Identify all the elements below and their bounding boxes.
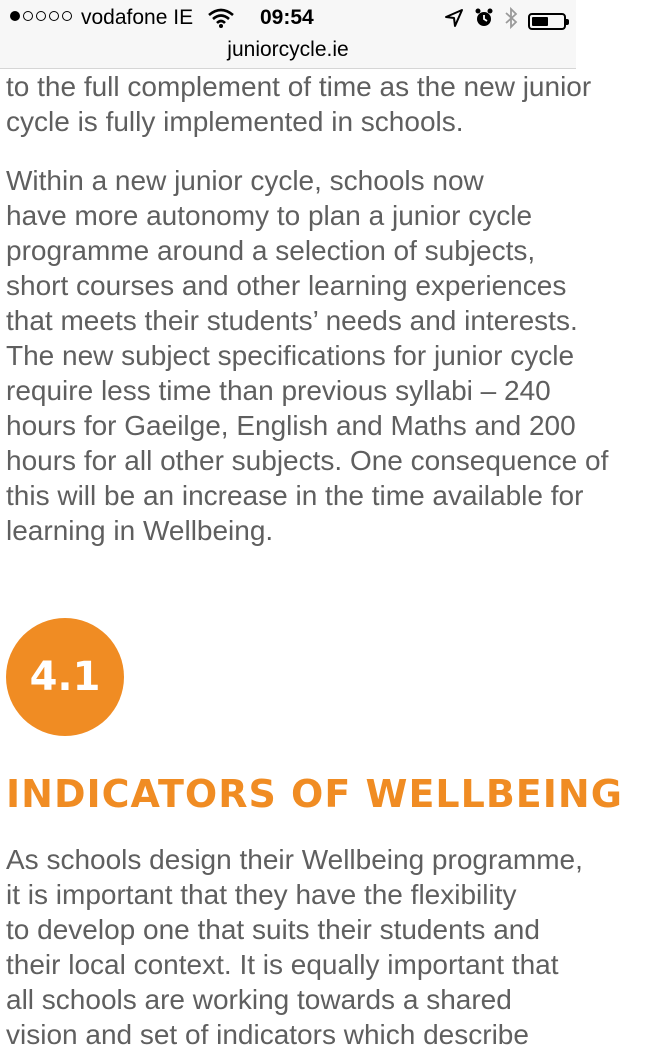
paragraph-intro bbox=[6, 69, 646, 139]
text-line: short courses and other learning experiences bbox=[6, 270, 567, 301]
bluetooth-icon bbox=[504, 7, 518, 35]
text-line: all schools are working towards a shared bbox=[6, 984, 512, 1015]
text-line: The new subject specifications for junior cycle bbox=[6, 340, 575, 371]
page-content bbox=[0, 69, 623, 1050]
signal-dot bbox=[36, 11, 46, 21]
text-line: vision and set of indicators which describe bbox=[6, 1019, 529, 1050]
wifi-icon bbox=[208, 8, 234, 34]
alarm-icon bbox=[474, 8, 494, 34]
signal-strength-icon bbox=[10, 11, 72, 21]
battery-icon bbox=[528, 13, 566, 30]
section-number-badge bbox=[6, 618, 124, 736]
location-arrow-icon bbox=[444, 8, 464, 34]
section-title: INDICATORS OF WELLBEING bbox=[6, 772, 623, 816]
text-line: have more autonomy to plan a junior cycle bbox=[6, 200, 533, 231]
text-line: As schools design their Wellbeing programme, bbox=[6, 844, 583, 875]
text-line: hours for all other subjects. One consequence of bbox=[6, 445, 609, 476]
battery-level bbox=[532, 17, 548, 26]
text-line: programme around a selection of subjects, bbox=[6, 235, 536, 266]
text-line: cycle is fully implemented in schools. bbox=[6, 106, 464, 137]
text-line: learning in Wellbeing. bbox=[6, 515, 274, 546]
paragraph-indicators bbox=[6, 842, 646, 1052]
signal-dot bbox=[62, 11, 72, 21]
paragraph-junior-cycle bbox=[6, 163, 646, 548]
status-bar bbox=[0, 0, 576, 36]
text-line: that meets their students’ needs and interests. bbox=[6, 305, 578, 336]
address-bar[interactable] bbox=[0, 36, 576, 69]
text-line: their local context. It is equally important that bbox=[6, 949, 559, 980]
signal-dot bbox=[10, 11, 20, 21]
text-line: to develop one that suits their students and bbox=[6, 914, 540, 945]
text-line: Within a new junior cycle, schools now bbox=[6, 165, 484, 196]
text-line: hours for Gaeilge, English and Maths and 200 bbox=[6, 410, 576, 441]
carrier-name: vodafone IE bbox=[81, 6, 194, 29]
text-line: to the full complement of time as the new junior bbox=[6, 71, 592, 102]
clock-time: 09:54 bbox=[260, 6, 314, 29]
section-number: 4.1 bbox=[29, 654, 101, 700]
text-line: it is important that they have the flexibility bbox=[6, 879, 517, 910]
url-text: juniorcycle.ie bbox=[227, 38, 349, 61]
signal-dot bbox=[23, 11, 33, 21]
text-line: this will be an increase in the time available for bbox=[6, 480, 584, 511]
signal-dot bbox=[49, 11, 59, 21]
text-line: require less time than previous syllabi – 240 bbox=[6, 375, 551, 406]
